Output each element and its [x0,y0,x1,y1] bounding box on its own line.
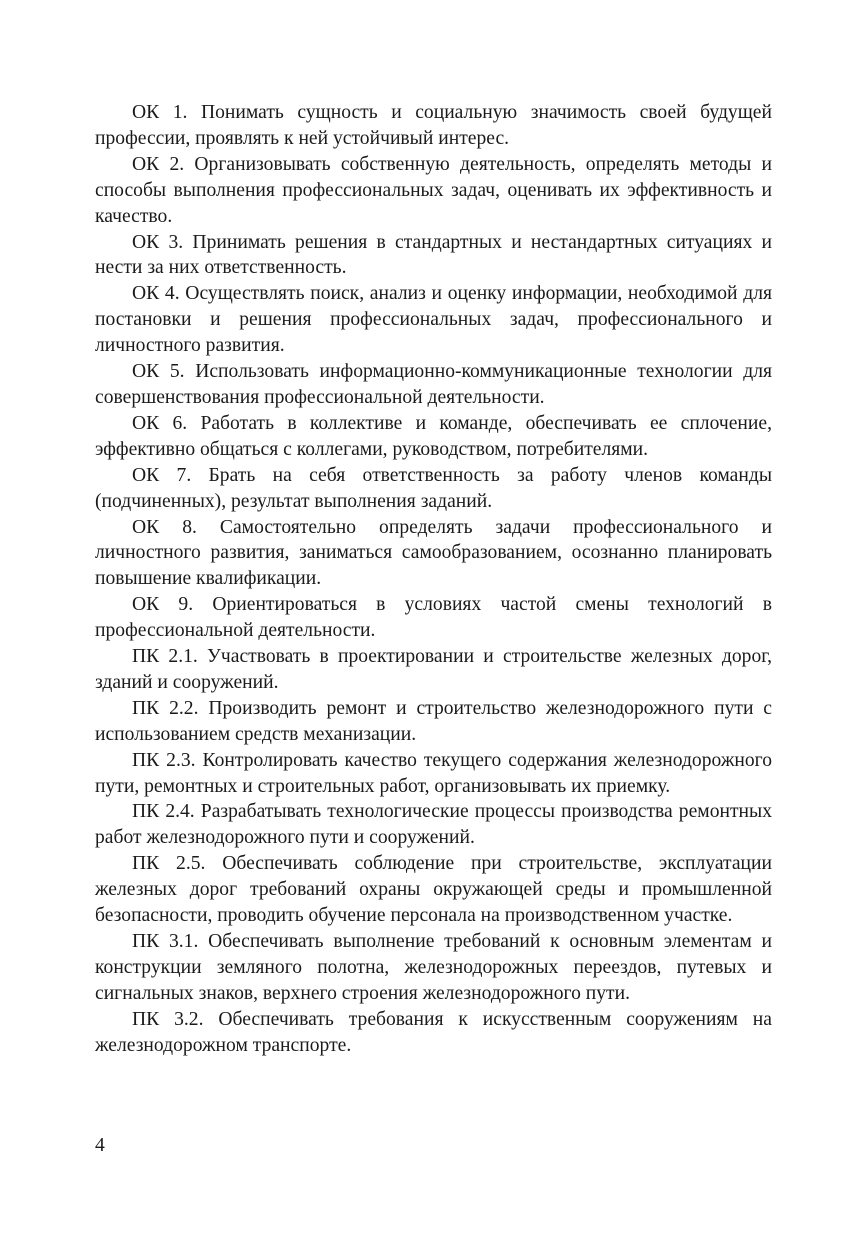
paragraph-ok-1: ОК 1. Понимать сущность и социальную значимость своей будущей профессии, проявлять к ней устойчивый интерес. [95,102,772,149]
paragraph-pk-2-2: ПК 2.2. Производить ремонт и строительство железнодорожного пути с использованием средств механизации. [95,697,772,745]
paragraph-pk-3-1: ПК 3.1. Обеспечивать выполнение требований к основным элементам и конструкции земляного полотна, железнодорожных переездов, путевых и сигнальных знаков, верхнего строения железнодорожного пути. [95,931,772,1004]
page-body [95,100,772,1059]
page-number: 4 [95,1135,105,1156]
paragraph-pk-3-2: ПК 3.2. Обеспечивать требования к искусственным сооружениям на железнодорожном транспорте. [95,1008,772,1056]
paragraph-ok-9: ОК 9. Ориентироваться в условиях частой смены технологий в профессиональной деятельности. [95,594,772,642]
paragraph-ok-4: ОК 4. Осуществлять поиск, анализ и оценку информации, необходимой для постановки и решения профессиональных задач, профессионального и личностного развития. [95,283,772,357]
paragraph-ok-6: ОК 6. Работать в коллективе и команде, обеспечивать ее сплочение, эффективно общаться с коллегами, руководством, потребителями. [95,412,772,460]
paragraph-ok-7: ОК 7. Брать на себя ответственность за работу членов команды (подчиненных), результат выполнения заданий. [95,464,772,512]
paragraph-ok-3: ОК 3. Принимать решения в стандартных и нестандартных ситуациях и нести за них ответственность. [95,231,772,279]
paragraph-ok-5: ОК 5. Использовать информационно-коммуникационные технологии для совершенствования профессиональной деятельности. [95,361,772,408]
paragraph-pk-2-3: ПК 2.3. Контролировать качество текущего содержания железнодорожного пути, ремонтных и строительных работ, организовывать их приемку. [95,749,772,797]
paragraph-pk-2-5: ПК 2.5. Обеспечивать соблюдение при строительстве, эксплуатации железных дорог требований охраны окружающей среды и промышленной безопасности, проводить обучение персонала на производственном участке. [95,853,772,927]
paragraph-pk-2-4: ПК 2.4. Разрабатывать технологические процессы производства ремонтных работ железнодорожного пути и сооружений. [95,801,772,849]
paragraph-ok-8: ОК 8. Самостоятельно определять задачи профессионального и личностного развития, заниматься самообразованием, осознанно планировать повышение квалификации. [95,516,772,590]
paragraph-ok-2: ОК 2. Организовывать собственную деятельность, определять методы и способы выполнения профессиональных задач, оценивать их эффективность и качество. [95,153,772,227]
paragraph-pk-2-1: ПК 2.1. Участвовать в проектировании и строительстве железных дорог, зданий и сооружений. [95,646,772,693]
